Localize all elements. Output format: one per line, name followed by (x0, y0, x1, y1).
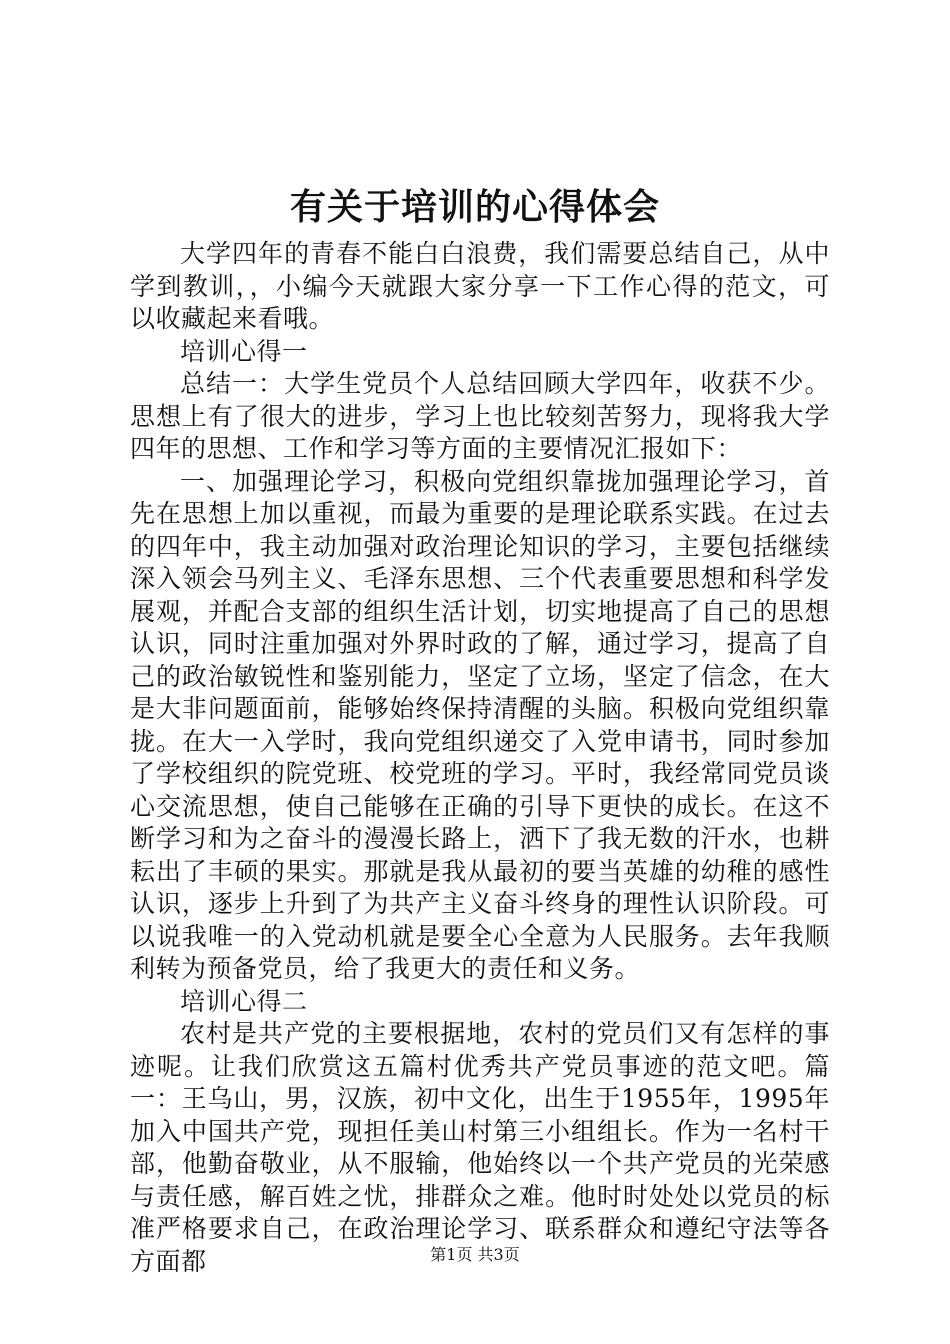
paragraph-intro: 大学四年的青春不能白白浪费，我们需要总结自己，从中学到教训，，小编今天就跟大家分享一下工作心得的范文，可以收藏起来看哦。 (130, 239, 830, 333)
document-body (130, 238, 830, 1278)
paragraph-theory-study: 一、加强理论学习，积极向党组织靠拢加强理论学习，首先在思想上加以重视，而最为重要的是理论联系实践。在过去的四年中，我主动加强对政治理论知识的学习，主要包括继续深入领会马列主义、毛泽东思想、三个代表重要思想和科学发展观，并配合支部的组织生活计划，切实地提高了自己的思想认识，同时注重加强对外界时政的了解，通过学习，提高了自己的政治敏锐性和鉴别能力，坚定了立场，坚定了信念，在大是大非问题面前，能够始终保持清醒的头脑。积极向党组织靠拢。在大一入学时，我向党组织递交了入党申请书，同时参加了学校组织的院党班、校党班的学习。平时，我经常同党员谈心交流思想，使自己能够在正确的引导下更快的成长。在这不断学习和为之奋斗的漫漫长路上，洒下了我无数的汗水，也耕耘出了丰硕的果实。那就是我从最初的要当英雄的幼稚的感性认识，逐步上升到了为共产主义奋斗终身的理性认识阶段。可以说我唯一的入党动机就是要全心全意为人民服务。去年我顺利转为预备党员，给了我更大的责任和义务。 (130, 466, 830, 983)
page-number-footer: 第1页 共3页 (430, 1245, 520, 1264)
document-title: 有关于培训的心得体会 (289, 187, 660, 228)
section-heading-2: 培训心得二 (180, 986, 308, 1016)
paragraph-village-party: 农村是共产党的主要根据地，农村的党员们又有怎样的事迹呢。让我们欣赏这五篇村优秀共产党员事迹的范文吧。篇一：王乌山，男，汉族，初中文化，出生于1955年，1995年加入中国共产党，现担任美山村第三小组组长。作为一名村干部，他勤奋敬业，从不服输，他始终以一个共产党员的光荣感与责任感，解百姓之忧，排群众之难。他时时处处以党员的标准严格要求自己，在政治理论学习、联系群众和遵纪守法等各方面都 (130, 1019, 830, 1276)
section-heading-1: 培训心得一 (180, 336, 308, 366)
paragraph-summary: 总结一：大学生党员个人总结回顾大学四年，收获不少。思想上有了很大的进步，学习上也比较刻苦努力，现将我大学四年的思想、工作和学习等方面的主要情况汇报如下： (130, 369, 830, 463)
